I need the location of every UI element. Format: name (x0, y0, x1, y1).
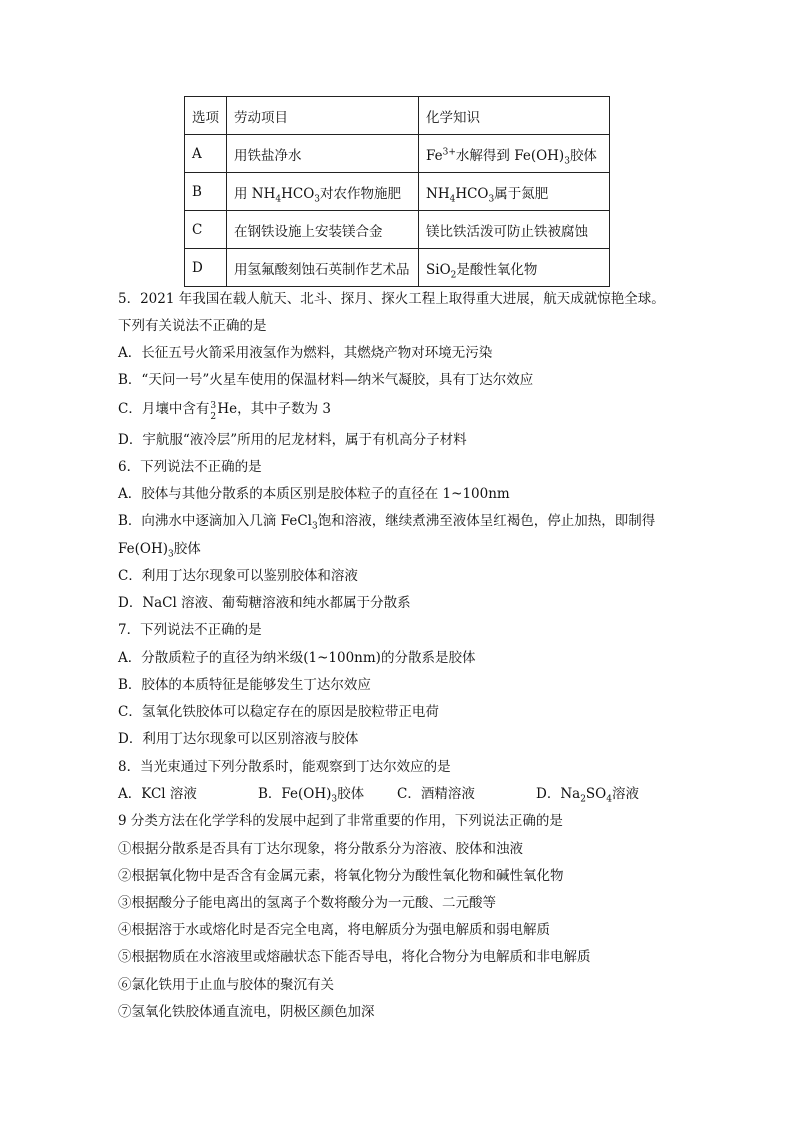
header-chem-knowledge: 化学知识 (419, 97, 610, 135)
q8-stem: 8．当光束通过下列分散系时，能观察到丁达尔效应的是 (118, 759, 451, 775)
header-labor-item: 劳动项目 (227, 97, 419, 135)
table-row (185, 173, 610, 211)
row-chem-knowledge: $Fe^{3+}$水解得到 $Fe(OH)_3$胶体 (419, 135, 610, 173)
row-option: A (185, 135, 227, 173)
row-chem-knowledge: 镁比铁活泼可防止铁被腐蚀 (419, 211, 610, 249)
q7-stem: 7．下列说法不正确的是 (118, 622, 262, 638)
header-option: 选项 (185, 97, 227, 135)
q7-option-b: B．胶体的本质特征是能够发生丁达尔效应 (118, 677, 371, 693)
q9-item: ①根据分散系是否具有丁达尔现象，将分散系分为溶液、胶体和浊液 (118, 841, 523, 857)
q9-item: ⑦氢氧化铁胶体通直流电，阴极区颜色加深 (118, 1004, 375, 1020)
q7-option-a: A．分散质粒子的直径为纳米级(1~100nm)的分散系是胶体 (118, 650, 476, 666)
row-labor-item: 用氢氟酸刻蚀石英制作艺术品 (227, 249, 419, 287)
row-labor-item: 用 $NH_4HCO_3$对农作物施肥 (227, 173, 419, 211)
table-row (185, 135, 610, 173)
q9-item: ②根据氧化物中是否含有金属元素，将氧化物分为酸性氧化物和碱性氧化物 (118, 868, 564, 884)
table-header-row (185, 97, 610, 135)
q6-option-c: C．利用丁达尔现象可以鉴别胶体和溶液 (118, 568, 358, 584)
table-row (185, 249, 610, 287)
row-option: D (185, 249, 227, 287)
q9-item: ③根据酸分子能电离出的氢离子个数将酸分为一元酸、二元酸等 (118, 895, 496, 911)
q6-option-a: A．胶体与其他分散系的本质区别是胶体粒子的直径在 1~100nm (118, 486, 510, 502)
q9-item: ④根据溶于水或熔化时是否完全电离，将电解质分为强电解质和弱电解质 (118, 922, 550, 938)
q5-stem-line2: 下列有关说法不正确的是 (118, 318, 267, 334)
q6-option-d: D．NaCl 溶液、葡萄糖溶液和纯水都属于分散系 (118, 595, 411, 611)
nuclide-notation: 3 2 (210, 400, 217, 422)
q6-option-b-line2: $Fe(OH)_3$胶体 (118, 541, 201, 560)
q7-option-d: D．利用丁达尔现象可以区别溶液与胶体 (118, 731, 359, 747)
table-row (185, 211, 610, 249)
q5-option-c: C．月壤中含有 3 2 He，其中子数为 3 (118, 400, 331, 422)
q6-stem: 6．下列说法不正确的是 (118, 459, 262, 475)
q9-stem: 9 分类方法在化学学科的发展中起到了非常重要的作用，下列说法正确的是 (118, 813, 563, 829)
q8-option-b: B．$Fe(OH)_3$胶体 (258, 786, 365, 805)
q8-option-c: C．酒精溶液 (397, 786, 475, 802)
q5-option-a: A．长征五号火箭采用液氢作为燃料，其燃烧产物对环境无污染 (118, 345, 493, 361)
q7-option-c: C．氢氧化铁胶体可以稳定存在的原因是胶粒带正电荷 (118, 704, 439, 720)
q5-stem-line1: 5．2021 年我国在载人航天、北斗、探月、探火工程上取得重大进展，航天成就惊艳全球。 (118, 291, 665, 307)
q6-option-b-line1: B．向沸水中逐滴加入几滴 FeCl$_3$饱和溶液，继续煮沸至液体呈红褐色，停止加热，即制得 (118, 513, 656, 532)
row-option: C (185, 211, 227, 249)
q9-item: ⑤根据物质在水溶液里或熔融状态下能否导电，将化合物分为电解质和非电解质 (118, 949, 591, 965)
q5-option-d: D．宇航服“液冷层”所用的尼龙材料，属于有机高分子材料 (118, 432, 467, 448)
row-labor-item: 用铁盐净水 (227, 135, 419, 173)
row-option: B (185, 173, 227, 211)
row-chem-knowledge: $NH_4HCO_3$属于氮肥 (419, 173, 610, 211)
q5-option-b: B．“天问一号”火星车使用的保温材料—纳米气凝胶，具有丁达尔效应 (118, 372, 534, 388)
q8-option-a: A．KCl 溶液 (118, 786, 197, 802)
row-chem-knowledge: SiO$_2$是酸性氧化物 (419, 249, 610, 287)
q9-item: ⑥氯化铁用于止血与胶体的聚沉有关 (118, 977, 334, 993)
row-labor-item: 在钢铁设施上安装镁合金 (227, 211, 419, 249)
labor-knowledge-table (184, 96, 610, 287)
q8-option-d: D．$Na_2SO_4$溶液 (536, 786, 639, 805)
